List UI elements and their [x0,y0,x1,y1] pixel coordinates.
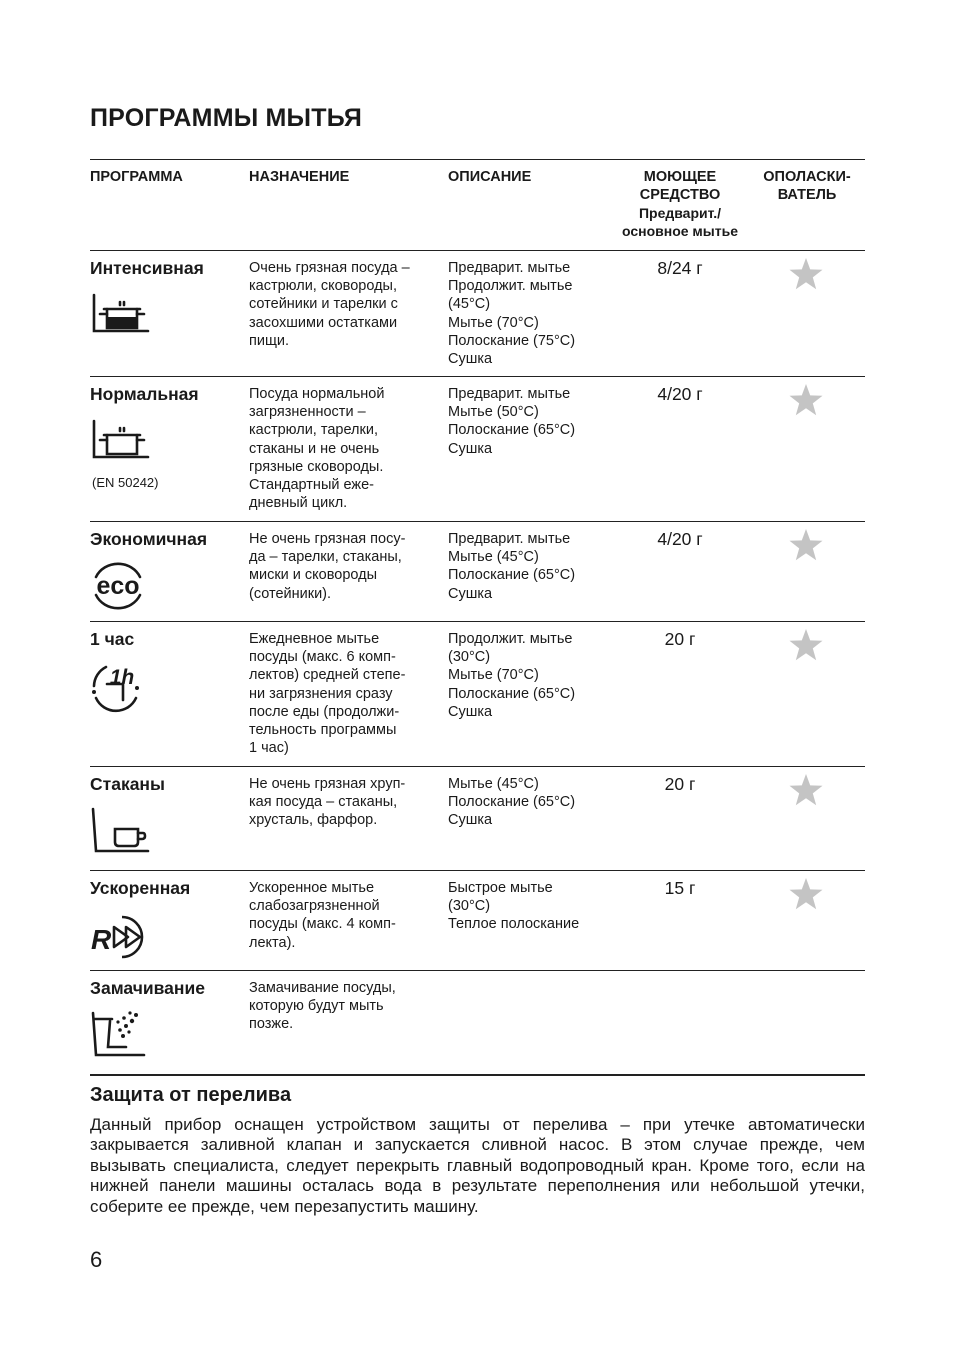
table-row [90,377,865,522]
program-note: (EN 50242) [92,475,159,490]
header-rinse-line2: ВАТЕЛЬ [777,187,837,203]
detergent-amount: 15 г [664,878,696,898]
rapid-icon-label: R [91,924,112,955]
glass-cup-icon [90,803,152,859]
section-title: Защита от перелива [90,1084,292,1106]
program-name: Экономичная [90,529,208,549]
detergent-amount: 4/20 г [657,384,703,404]
header-detergent-line1: МОЮЩЕЕ [643,169,717,185]
program-purpose: Ускоренное мытье слабозагрязненной посуды (макс. 4 комп- лекта). [249,880,396,951]
section-text: Данный прибор оснащен устройством защиты от перелива – при утечке автоматически закрывается заливной клапан и запускается сливной насос. В этом случае прежде, чем вызывать специалиста, следует перекрыть главный водопроводный кран. Кроме того, если на нижней панели машины осталась вода в результате переполнения или небольшой утечки, соберите ее прежде, чем перезапустить машину. [90,1115,865,1216]
program-purpose: Ежедневное мытье посуды (макс. 6 комп- лектов) средней степе- ни загрязнения сразу после еды (продолжи- тельность программы 1 час) [249,631,406,757]
program-purpose: Посуда нормальной загрязненности – кастрюли, тарелки, стаканы и не очень грязные сковороды. Стандартный еже- дневный цикл. [249,386,385,512]
program-name: Интенсивная [90,258,204,278]
rinse-aid-star-icon [788,773,828,809]
intensive-pot-icon [90,287,152,343]
header-description: ОПИСАНИЕ [448,169,532,185]
header-detergent-sub1: Предварит./ [638,205,722,221]
header-detergent-line2: СРЕДСТВО [639,187,721,203]
table-row [90,622,865,767]
header-program: ПРОГРАММА [90,169,183,185]
table-row [90,971,865,1076]
header-detergent [605,168,755,240]
table-row [90,767,865,871]
rinse-aid-star-icon [788,877,828,913]
one-hour-icon-label: 1h [109,666,135,689]
table-row [90,871,865,971]
page-number: 6 [90,1247,103,1272]
program-purpose: Не очень грязная посу- да – тарелки, стаканы, миски и сковороды (сотейники). [249,531,406,602]
soak-icon [90,1007,152,1063]
program-name: Нормальная [90,384,199,404]
detergent-amount: 4/20 г [657,529,703,549]
rapid-icon [90,907,152,963]
rinse-aid-star-icon [788,628,828,664]
table-header [90,159,865,251]
program-name: Замачивание [90,978,205,998]
header-purpose: НАЗНАЧЕНИЕ [249,169,350,185]
detergent-amount: 20 г [664,774,696,794]
detergent-amount: 20 г [664,629,696,649]
eco-icon [90,558,152,614]
rinse-aid-star-icon [788,528,828,564]
rinse-aid-star-icon [788,257,828,293]
header-detergent-sub2: основное мытье [621,223,738,239]
eco-icon-label: eco [96,572,140,600]
header-rinse-line1: ОПОЛАСКИ- [763,169,851,185]
one-hour-icon [90,658,152,714]
program-description: Предварит. мытье Мытье (50°C) Полоскание (65°C) Сушка [448,386,576,457]
table-row [90,522,865,622]
program-name: Стаканы [90,774,165,794]
program-description: Предварит. мытье Мытье (45°C) Полоскание (65°C) Сушка [448,531,576,602]
normal-pot-icon [90,413,152,469]
program-purpose: Очень грязная посуда – кастрюли, сковороды, сотейники и тарелки с засохшими остатками пищи. [249,260,410,349]
detergent-amount: 8/24 г [657,258,703,278]
program-name: 1 час [90,629,135,649]
program-description: Мытье (45°C) Полоскание (65°C) Сушка [448,776,576,829]
page-title: ПРОГРАММЫ МЫТЬЯ [90,104,363,132]
table-row [90,251,865,377]
rinse-aid-star-icon [788,383,828,419]
program-purpose: Замачивание посуды, которую будут мыть позже. [249,980,396,1033]
header-rinse-aid [752,168,862,204]
program-description: Предварит. мытье Продолжит. мытье (45°C) Мытье (70°C) Полоскание (75°C) Сушка [448,260,576,368]
programs-table [90,159,865,1076]
program-purpose: Не очень грязная хруп- кая посуда – стаканы, хрусталь, фарфор. [249,776,406,829]
program-name: Ускоренная [90,878,191,898]
program-description: Продолжит. мытье (30°C) Мытье (70°C) Полоскание (65°C) Сушка [448,631,576,720]
program-description: Быстрое мытье (30°C) Теплое полоскание [448,880,580,933]
